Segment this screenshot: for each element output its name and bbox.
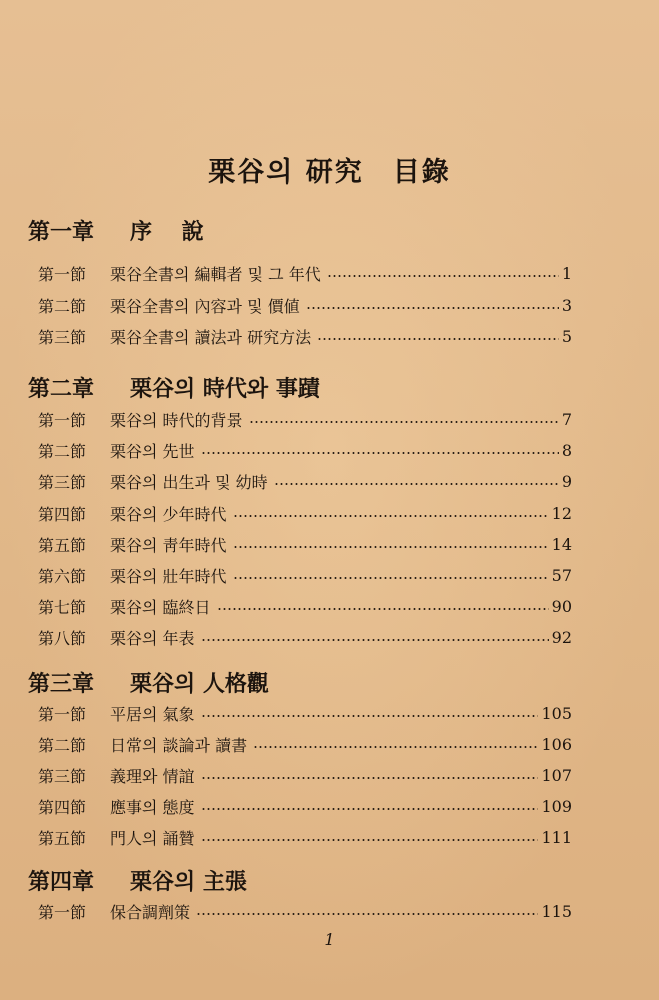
section-title: 門人의 誦贊 <box>110 828 195 848</box>
chapter-title: 序 說 <box>130 219 204 245</box>
section-title: 栗谷의 先世 <box>110 441 195 461</box>
leader-dots <box>306 307 559 309</box>
leader-dots <box>327 275 559 277</box>
page-ref: 115 <box>541 901 572 921</box>
section-title: 栗谷의 壯年時代 <box>110 566 227 586</box>
chapter-title: 栗谷의 主張 <box>130 869 247 895</box>
section-number: 第五節 <box>38 828 87 848</box>
page-ref: 8 <box>561 440 572 460</box>
section-title: 栗谷全書의 編輯者 및 그 年代 <box>110 264 321 284</box>
section-title: 栗谷全書의 讀法과 研究方法 <box>110 327 312 347</box>
section-title: 保合調劑策 <box>110 902 191 922</box>
section-number: 第三節 <box>38 472 87 492</box>
page-ref: 92 <box>551 627 572 647</box>
page-ref: 7 <box>561 409 572 429</box>
leader-dots <box>201 839 539 841</box>
chapter-number: 第一章 <box>28 219 95 245</box>
page-ref: 105 <box>541 703 572 723</box>
toc-entry <box>38 764 572 786</box>
chapter-heading <box>28 215 204 246</box>
toc-entry <box>38 564 572 586</box>
leader-dots <box>201 639 549 641</box>
toc-entry <box>38 826 572 848</box>
section-title: 栗谷의 出生과 및 幼時 <box>110 472 268 492</box>
section-number: 第一節 <box>38 264 87 284</box>
section-number: 第八節 <box>38 628 87 648</box>
toc-entry <box>38 733 572 755</box>
section-title: 日常의 談論과 讀書 <box>110 735 248 755</box>
section-number: 第三節 <box>38 327 87 347</box>
toc-entry <box>38 533 572 555</box>
leader-dots <box>201 715 539 717</box>
leader-dots <box>196 913 538 915</box>
toc-entry <box>38 325 572 347</box>
section-title: 栗谷의 靑年時代 <box>110 535 227 555</box>
leader-dots <box>201 808 539 810</box>
chapter-number: 第二章 <box>28 376 95 402</box>
section-title: 栗谷의 年表 <box>110 628 195 648</box>
toc-entry <box>38 470 572 492</box>
section-number: 第二節 <box>38 296 87 316</box>
toc-entry <box>38 626 572 648</box>
toc-entry <box>38 595 572 617</box>
section-title: 栗谷의 時代的背景 <box>110 410 243 430</box>
chapter-heading <box>28 865 247 896</box>
section-title: 栗谷全書의 內容과 및 價値 <box>110 296 300 316</box>
page-ref: 9 <box>561 471 572 491</box>
leader-dots <box>201 777 539 779</box>
page-ref: 111 <box>541 827 572 847</box>
page-ref: 5 <box>561 326 572 346</box>
page-ref: 14 <box>551 534 572 554</box>
section-number: 第六節 <box>38 566 87 586</box>
page-ref: 3 <box>561 295 572 315</box>
section-title: 應事의 態度 <box>110 797 195 817</box>
section-number: 第三節 <box>38 766 87 786</box>
chapter-number: 第四章 <box>28 869 95 895</box>
chapter-title: 栗谷의 時代와 事蹟 <box>130 376 320 402</box>
toc-entry <box>38 408 572 430</box>
leader-dots <box>253 746 538 748</box>
chapter-heading <box>28 667 269 698</box>
section-title: 義理와 情誼 <box>110 766 195 786</box>
page-ref: 106 <box>541 734 572 754</box>
page-ref: 109 <box>541 796 572 816</box>
section-number: 第二節 <box>38 735 87 755</box>
toc-entry <box>38 294 572 316</box>
chapter-heading <box>28 372 320 403</box>
leader-dots <box>233 515 549 517</box>
leader-dots <box>249 421 559 423</box>
toc-entry <box>38 900 572 922</box>
page-ref: 1 <box>561 263 572 283</box>
leader-dots <box>274 483 559 485</box>
section-title: 栗谷의 臨終日 <box>110 597 211 617</box>
leader-dots <box>217 608 549 610</box>
toc-entry <box>38 262 572 284</box>
section-title: 平居의 氣象 <box>110 704 195 724</box>
leader-dots <box>201 452 559 454</box>
page-title: 栗谷의 研究 目錄 <box>208 157 451 188</box>
toc-entry <box>38 439 572 461</box>
page-ref: 90 <box>551 596 572 616</box>
section-number: 第二節 <box>38 441 87 461</box>
section-number: 第四節 <box>38 504 87 524</box>
section-number: 第四節 <box>38 797 87 817</box>
page-number: 1 <box>324 930 335 949</box>
page-ref: 57 <box>551 565 572 585</box>
page-ref: 12 <box>551 503 572 523</box>
page-ref: 107 <box>541 765 572 785</box>
leader-dots <box>233 546 549 548</box>
section-number: 第五節 <box>38 535 87 555</box>
toc-entry <box>38 502 572 524</box>
toc-entry <box>38 702 572 724</box>
section-title: 栗谷의 少年時代 <box>110 504 227 524</box>
section-number: 第一節 <box>38 410 87 430</box>
section-number: 第七節 <box>38 597 87 617</box>
section-number: 第一節 <box>38 704 87 724</box>
section-number: 第一節 <box>38 902 87 922</box>
chapter-title: 栗谷의 人格觀 <box>130 671 269 697</box>
leader-dots <box>317 338 559 340</box>
leader-dots <box>233 577 549 579</box>
toc-entry <box>38 795 572 817</box>
chapter-number: 第三章 <box>28 671 95 697</box>
